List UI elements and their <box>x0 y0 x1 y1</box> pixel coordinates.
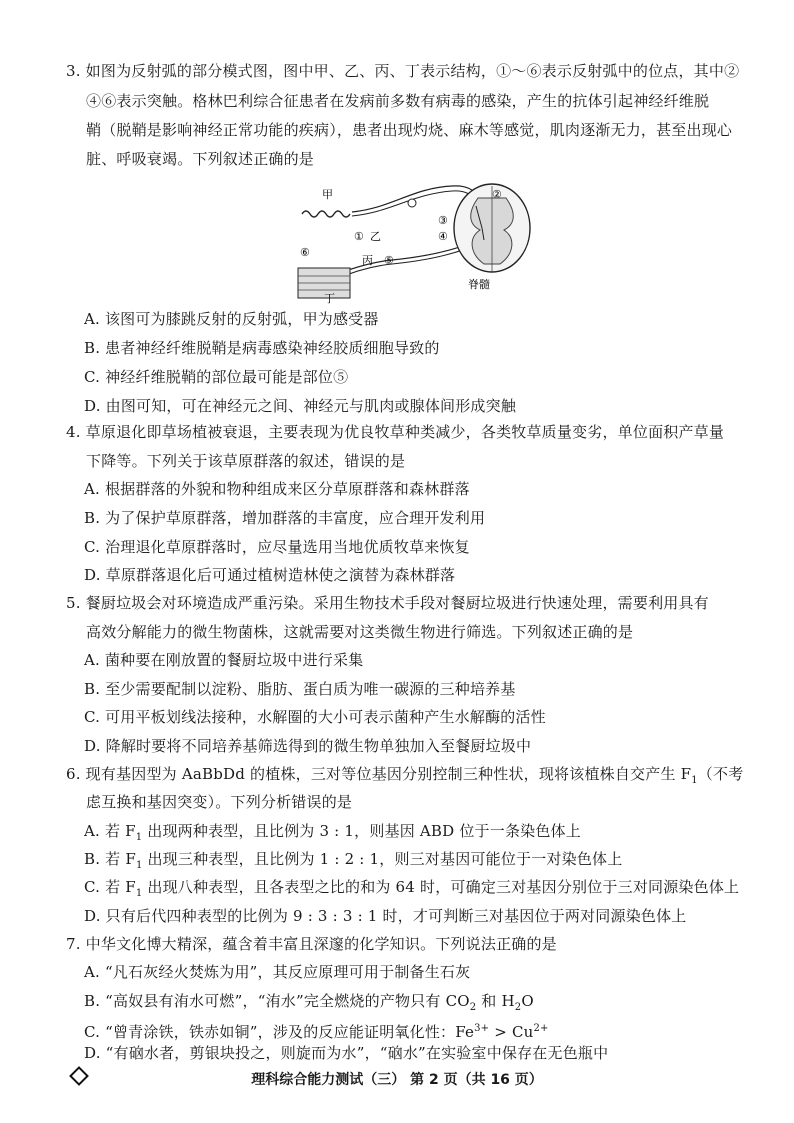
page-footer: 理科综合能力测试（三） 第 2 页（共 16 页） <box>251 1072 543 1088</box>
q3-stem-line-3: 鞘（脱鞘是影响神经正常功能的疾病），患者出现灼烧、麻木等感觉，肌肉逐渐无力，甚至出现心 <box>86 121 733 139</box>
q3-stem-line-1: 3. 如图为反射弧的部分模式图，图中甲、乙、丙、丁表示结构，①～⑥表示反射弧中的位点，其中② <box>66 62 740 80</box>
label-p4: ④ <box>438 230 448 243</box>
q6-choice-a: A. 若 $F_1$ 出现两种表型，且比例为 3 : 1，则基因 ABD 位于一条染色体上 <box>84 822 581 843</box>
label-p5: ⑤ <box>384 254 394 267</box>
q4-choice-c: C. 治理退化草原群落时，应尽量选用当地优质牧草来恢复 <box>84 538 470 556</box>
label-spinal: 脊髓 <box>468 278 490 291</box>
q6-choice-b: B. 若 $F_1$ 出现三种表型，且比例为 1 : 2 : 1，则三对基因可能位于一对染色体上 <box>84 850 623 871</box>
label-jia: 甲 <box>322 188 333 201</box>
reflex-arc-figure <box>292 168 532 304</box>
q4-choice-a: A. 根据群落的外貌和物种组成来区分草原群落和森林群落 <box>84 480 470 498</box>
label-p1: ① <box>354 230 364 243</box>
q7-choice-b: B. “高奴县有洧水可燃”，“洧水”完全燃烧的产物只有 $CO_2$ 和 $H_2O$ <box>84 992 534 1013</box>
label-bing: 丙 <box>362 254 373 267</box>
q6-stem-line-2: 虑互换和基因突变）。下列分析错误的是 <box>86 793 353 811</box>
q3-choice-b: B. 患者神经纤维脱鞘是病毒感染神经胶质细胞导致的 <box>84 339 440 357</box>
label-yi: 乙 <box>370 230 381 243</box>
q3-choice-d: D. 由图可知，可在神经元之间、神经元与肌肉或腺体间形成突触 <box>84 397 517 415</box>
q5-stem-line-2: 高效分解能力的微生物菌株，这就需要对这类微生物进行筛选。下列叙述正确的是 <box>86 623 634 641</box>
q6-choice-c: C. 若 $F_1$ 出现八种表型，且各表型之比的和为 64 时，可确定三对基因分别位于三对同源染色体上 <box>84 878 740 899</box>
label-ding: 丁 <box>324 292 335 304</box>
q5-choice-c: C. 可用平板划线法接种，水解圈的大小可表示菌种产生水解酶的活性 <box>84 708 546 726</box>
q4-stem-line-1: 4. 草原退化即草场植被衰退，主要表现为优良牧草种类减少，各类牧草质量变劣，单位面积产草量 <box>66 423 725 441</box>
ganglion <box>408 199 416 207</box>
q3-choice-c: C. 神经纤维脱鞘的部位最可能是部位⑤ <box>84 368 349 386</box>
q4-stem-line-2: 下降等。下列关于该草原群落的叙述，错误的是 <box>86 452 406 470</box>
q7-choice-c: C. “曾青涂铁，铁赤如铜”，涉及的反应能证明氧化性：$Fe^{3+} > Cu^{2+}$ <box>84 1023 549 1041</box>
q3-choice-a: A. 该图可为膝跳反射的反射弧，甲为感受器 <box>84 310 379 328</box>
q6-stem-line-1: 6. 现有基因型为 AaBbDd 的植株，三对等位基因分别控制三种性状，现将该植株自交产生 $F_1$（不考 <box>66 765 744 786</box>
q7-choice-d: D. “有硇水者，剪银块投之，则旋而为水”，“硇水”在实验室中保存在无色瓶中 <box>84 1044 609 1062</box>
q7-stem: 7. 中华文化博大精深，蕴含着丰富且深邃的化学知识。下列说法正确的是 <box>66 935 557 953</box>
q4-choice-d: D. 草原群落退化后可通过植树造林使之演替为森林群落 <box>84 566 456 584</box>
q3-stem-line-2: ④⑥表示突触。格林巴利综合征患者在发病前多数有病毒的感染，产生的抗体引起神经纤维脱 <box>86 92 710 110</box>
q5-stem-line-1: 5. 餐厨垃圾会对环境造成严重污染。采用生物技术手段对餐厨垃圾进行快速处理，需要利用具有 <box>66 594 709 612</box>
q5-choice-a: A. 菌种要在刚放置的餐厨垃圾中进行采集 <box>84 651 364 669</box>
label-p3: ③ <box>438 214 448 227</box>
receptor-wave <box>302 211 350 217</box>
q4-choice-b: B. 为了保护草原群落，增加群落的丰富度，应合理开发利用 <box>84 509 486 527</box>
label-p2: ② <box>492 188 502 201</box>
label-p6: ⑥ <box>300 246 310 259</box>
q7-choice-a: A. “凡石灰经火焚炼为用”，其反应原理可用于制备生石灰 <box>84 963 471 981</box>
q5-choice-b: B. 至少需要配制以淀粉、脂肪、蛋白质为唯一碳源的三种培养基 <box>84 680 516 698</box>
q6-choice-d: D. 只有后代四种表型的比例为 9 : 3 : 3 : 1 时，才可判断三对基因位于两对同源染色体上 <box>84 907 687 925</box>
q5-choice-d: D. 降解时要将不同培养基筛选得到的微生物单独加入至餐厨垃圾中 <box>84 737 532 755</box>
q3-stem-line-4: 脏、呼吸衰竭。下列叙述正确的是 <box>86 150 315 168</box>
